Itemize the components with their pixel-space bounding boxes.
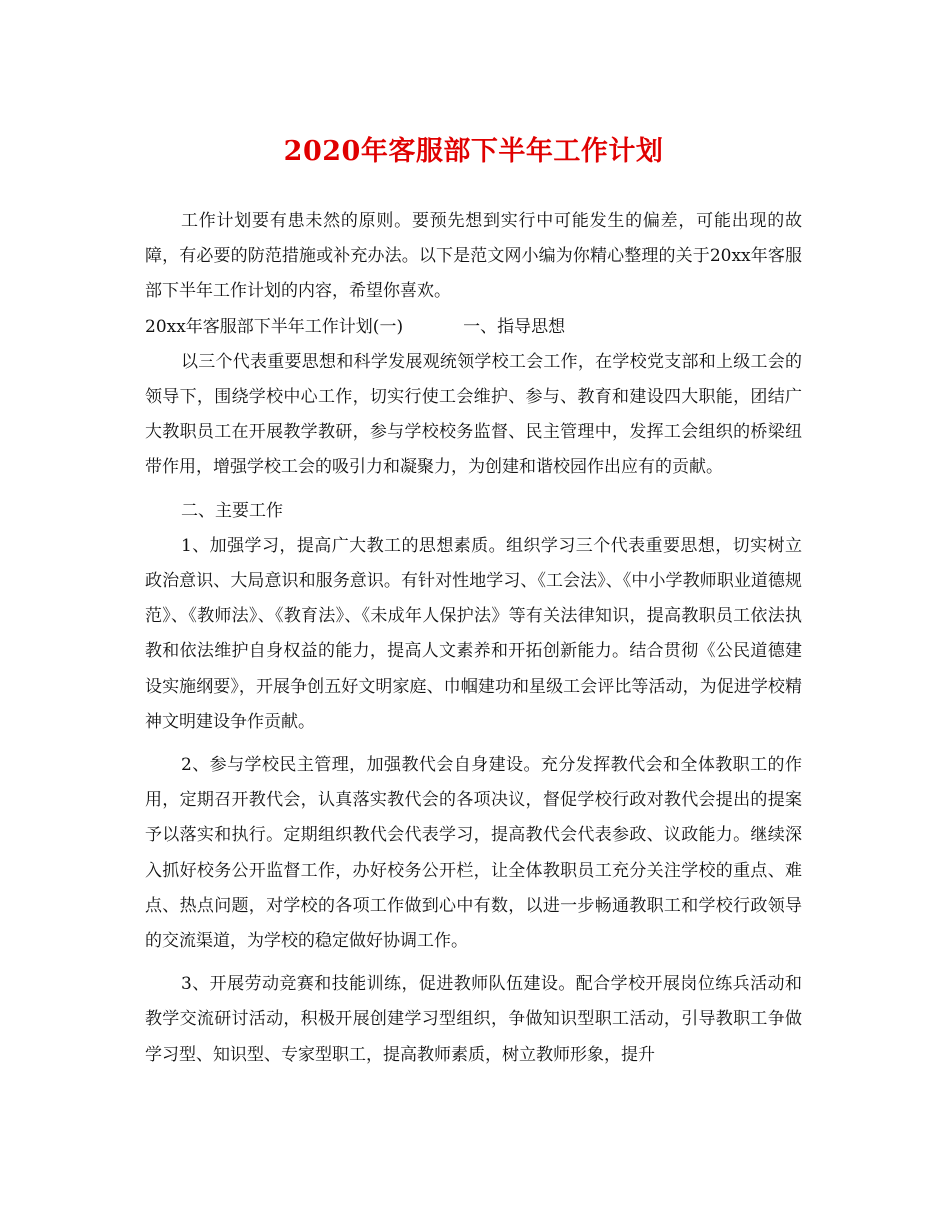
plan-heading-line <box>145 310 802 345</box>
section1-body: 以三个代表重要思想和科学发展观统领学校工会工作，在学校党支部和上级工会的领导下，围绕学校中心工作，切实行使工会维护、参与、教育和建设四大职能，团结广大教职员工在开展教学教研，参与学校校务监督、民主管理中，发挥工会组织的桥梁纽带作用，增强学校工会的吸引力和凝聚力，为创建和谐校园作出应有的贡献。 <box>145 351 802 478</box>
item-3: 3、开展劳动竞赛和技能训练，促进教师队伍建设。配合学校开展岗位练兵活动和教学交流研讨活动，积极开展创建学习型组织，争做知识型职工活动，引导教职工争做学习型、知识型、专家型职工，提高教师素质，树立教师形象，提升 <box>145 974 802 1065</box>
item-2: 2、参与学校民主管理，加强教代会自身建设。充分发挥教代会和全体教职工的作用，定期召开教代会，认真落实教代会的各项决议，督促学校行政对教代会提出的提案予以落实和执行。定期组织教代会代表学习，提高教代会代表参政、议政能力。继续深入抓好校务公开监督工作，办好校务公开栏，让全体教职员工充分关注学校的重点、难点、热点问题，对学校的各项工作做到心中有数，以进一步畅通教职工和学校行政领导的交流渠道，为学校的稳定做好协调工作。 <box>145 755 802 952</box>
section2-heading: 二、主要工作 <box>181 500 283 521</box>
section1-heading: 一、指导思想 <box>463 316 566 337</box>
item-1: 1、加强学习，提高广大教工的思想素质。组织学习三个代表重要思想，切实树立政治意识、大局意识和服务意识。有针对性地学习、《工会法》、《中小学教师职业道德规范》、《教师法》、《教育法》、《未成年人保护法》等有关法律知识，提高教职员工依法执教和依法维护自身权益的能力，提高人文素养和开拓创新能力。结合贯彻《公民道德建设实施纲要》，开展争创五好文明家庭、巾帼建功和星级工会评比等活动，为促进学校精神文明建设争作贡献。 <box>145 535 802 732</box>
document-title: 2020年客服部下半年工作计划 <box>283 136 664 167</box>
plan-heading: 20xx年客服部下半年工作计划(一) <box>145 316 404 337</box>
intro-paragraph: 工作计划要有患未然的原则。要预先想到实行中可能发生的偏差，可能出现的故障，有必要的防范措施或补充办法。以下是范文网小编为你精心整理的关于20xx年客服部下半年工作计划的内容，希望你喜欢。 <box>145 211 802 302</box>
